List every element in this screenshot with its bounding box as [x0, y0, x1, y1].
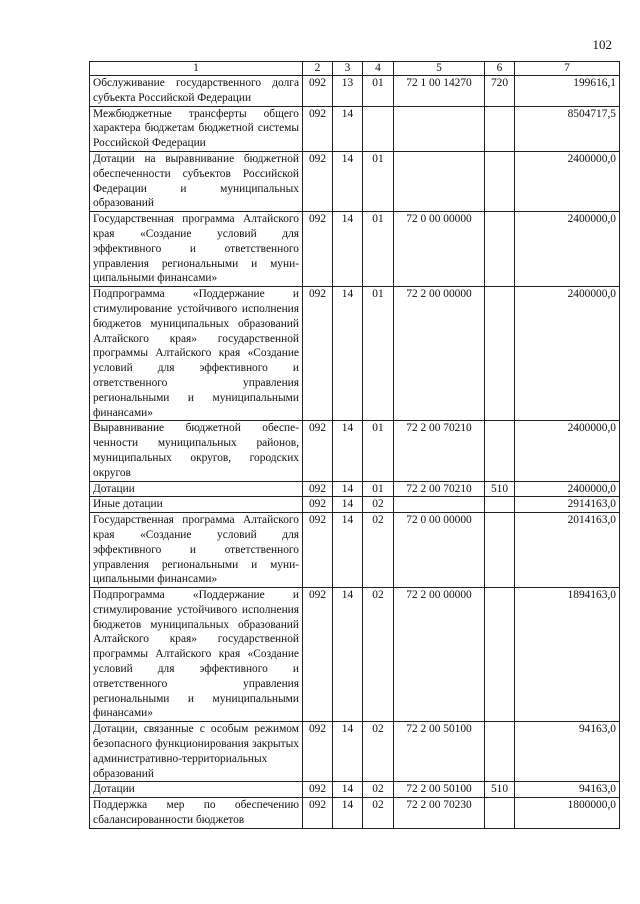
- row-section: 14: [333, 151, 363, 211]
- row-section: 14: [333, 106, 363, 151]
- table-row: [90, 106, 620, 151]
- row-name: Подпрограмма «Поддержание и стимулирование устойчивого исполнения бюджетов муниципальных образований Алтайского края» государственной программы Алтайского края «Создание условий для эффективного и ответственного управления региональными и муниципальными финансами»: [90, 287, 303, 421]
- table-row: [90, 782, 620, 798]
- row-name: Дотации: [90, 481, 303, 497]
- row-section: 14: [333, 287, 363, 421]
- row-admin-code: 092: [303, 798, 333, 829]
- row-admin-code: 092: [303, 722, 333, 782]
- row-amount: 94163,0: [515, 782, 620, 798]
- row-section: 14: [333, 722, 363, 782]
- row-amount: 2014163,0: [515, 513, 620, 588]
- row-admin-code: 092: [303, 513, 333, 588]
- row-expense-type: 510: [485, 782, 515, 798]
- page-number: 102: [592, 37, 612, 52]
- row-target-article: 72 2 00 70210: [394, 481, 485, 497]
- row-section: 14: [333, 481, 363, 497]
- budget-table: [89, 61, 620, 829]
- table-row: [90, 588, 620, 722]
- row-expense-type: 510: [485, 481, 515, 497]
- row-amount: 2400000,0: [515, 212, 620, 287]
- row-amount: 1800000,0: [515, 798, 620, 829]
- table-row: [90, 421, 620, 481]
- row-name: Выравнивание бюджетной обеспеченности муниципальных районов, муниципальных округов, городских округов: [90, 421, 303, 481]
- row-expense-type: [485, 722, 515, 782]
- header-col-7: 7: [515, 62, 620, 76]
- row-subsection: [363, 106, 394, 151]
- row-expense-type: [485, 513, 515, 588]
- row-name: Дотации на выравнивание бюджетной обеспеченности субъектов Российской Федерации и муниципальных образований: [90, 151, 303, 211]
- row-name: Межбюджетные трансферты общего характера бюджетам бюджетной системы Российской Федерации: [90, 106, 303, 151]
- row-expense-type: [485, 588, 515, 722]
- row-subsection: 01: [363, 421, 394, 481]
- row-target-article: 72 2 00 70230: [394, 798, 485, 829]
- row-admin-code: 092: [303, 497, 333, 513]
- row-amount: 2914163,0: [515, 497, 620, 513]
- header-col-5: 5: [394, 62, 485, 76]
- row-target-article: 72 2 00 00000: [394, 287, 485, 421]
- row-subsection: 01: [363, 212, 394, 287]
- row-admin-code: 092: [303, 588, 333, 722]
- row-name: Дотации, связанные с особым режимом безопасного функционирования закрытых административно-территориальных образований: [90, 722, 303, 782]
- row-expense-type: [485, 421, 515, 481]
- row-expense-type: 720: [485, 76, 515, 107]
- row-section: 14: [333, 513, 363, 588]
- row-target-article: 72 2 00 00000: [394, 588, 485, 722]
- table-row: [90, 212, 620, 287]
- row-target-article: 72 2 00 70210: [394, 421, 485, 481]
- row-section: 14: [333, 782, 363, 798]
- row-expense-type: [485, 212, 515, 287]
- row-admin-code: 092: [303, 481, 333, 497]
- row-subsection: 02: [363, 497, 394, 513]
- row-target-article: [394, 151, 485, 211]
- row-target-article: [394, 497, 485, 513]
- row-amount: 94163,0: [515, 722, 620, 782]
- row-expense-type: [485, 151, 515, 211]
- row-admin-code: 092: [303, 782, 333, 798]
- table-row: [90, 497, 620, 513]
- row-amount: 8504717,5: [515, 106, 620, 151]
- row-subsection: 02: [363, 798, 394, 829]
- row-name: Обслуживание государственного долга субъекта Российской Федерации: [90, 76, 303, 107]
- header-col-4: 4: [363, 62, 394, 76]
- row-expense-type: [485, 798, 515, 829]
- row-section: 14: [333, 212, 363, 287]
- row-amount: 2400000,0: [515, 287, 620, 421]
- row-subsection: 02: [363, 513, 394, 588]
- row-amount: 2400000,0: [515, 151, 620, 211]
- row-admin-code: 092: [303, 287, 333, 421]
- header-col-1: 1: [90, 62, 303, 76]
- row-expense-type: [485, 497, 515, 513]
- row-target-article: 72 2 00 50100: [394, 782, 485, 798]
- table-header-row: [90, 62, 620, 76]
- row-section: 14: [333, 798, 363, 829]
- row-subsection: 02: [363, 722, 394, 782]
- row-section: 14: [333, 497, 363, 513]
- row-target-article: 72 2 00 50100: [394, 722, 485, 782]
- row-name: Иные дотации: [90, 497, 303, 513]
- table-row: [90, 513, 620, 588]
- row-name: Дотации: [90, 782, 303, 798]
- row-amount: 2400000,0: [515, 481, 620, 497]
- row-section: 14: [333, 588, 363, 722]
- row-admin-code: 092: [303, 151, 333, 211]
- row-name: Подпрограмма «Поддержание и стимулирование устойчивого исполнения бюджетов муниципальных образований Алтайского края» государственной программы Алтайского края «Создание условий для эффективного и ответственного управления региональными и муниципальными финансами»: [90, 588, 303, 722]
- table-row: [90, 151, 620, 211]
- row-target-article: [394, 106, 485, 151]
- row-target-article: 72 0 00 00000: [394, 513, 485, 588]
- row-admin-code: 092: [303, 76, 333, 107]
- table-row: [90, 722, 620, 782]
- row-expense-type: [485, 106, 515, 151]
- row-target-article: 72 1 00 14270: [394, 76, 485, 107]
- row-admin-code: 092: [303, 106, 333, 151]
- table-row: [90, 798, 620, 829]
- row-admin-code: 092: [303, 421, 333, 481]
- row-name: Государственная программа Алтайского края «Создание условий для эффективного и ответственного управления региональными и муниципальными финансами»: [90, 212, 303, 287]
- table-row: [90, 76, 620, 107]
- header-col-6: 6: [485, 62, 515, 76]
- row-subsection: 01: [363, 481, 394, 497]
- header-col-2: 2: [303, 62, 333, 76]
- row-subsection: 01: [363, 151, 394, 211]
- row-subsection: 01: [363, 76, 394, 107]
- row-name: Государственная программа Алтайского края «Создание условий для эффективного и ответственного управления региональными и муниципальными финансами»: [90, 513, 303, 588]
- row-amount: 1894163,0: [515, 588, 620, 722]
- table-row: [90, 287, 620, 421]
- row-section: 14: [333, 421, 363, 481]
- row-amount: 199616,1: [515, 76, 620, 107]
- row-admin-code: 092: [303, 212, 333, 287]
- row-expense-type: [485, 287, 515, 421]
- header-col-3: 3: [333, 62, 363, 76]
- table-row: [90, 481, 620, 497]
- row-subsection: 02: [363, 782, 394, 798]
- row-target-article: 72 0 00 00000: [394, 212, 485, 287]
- row-name: Поддержка мер по обеспечению сбалансированности бюджетов: [90, 798, 303, 829]
- row-subsection: 01: [363, 287, 394, 421]
- row-subsection: 02: [363, 588, 394, 722]
- row-section: 13: [333, 76, 363, 107]
- row-amount: 2400000,0: [515, 421, 620, 481]
